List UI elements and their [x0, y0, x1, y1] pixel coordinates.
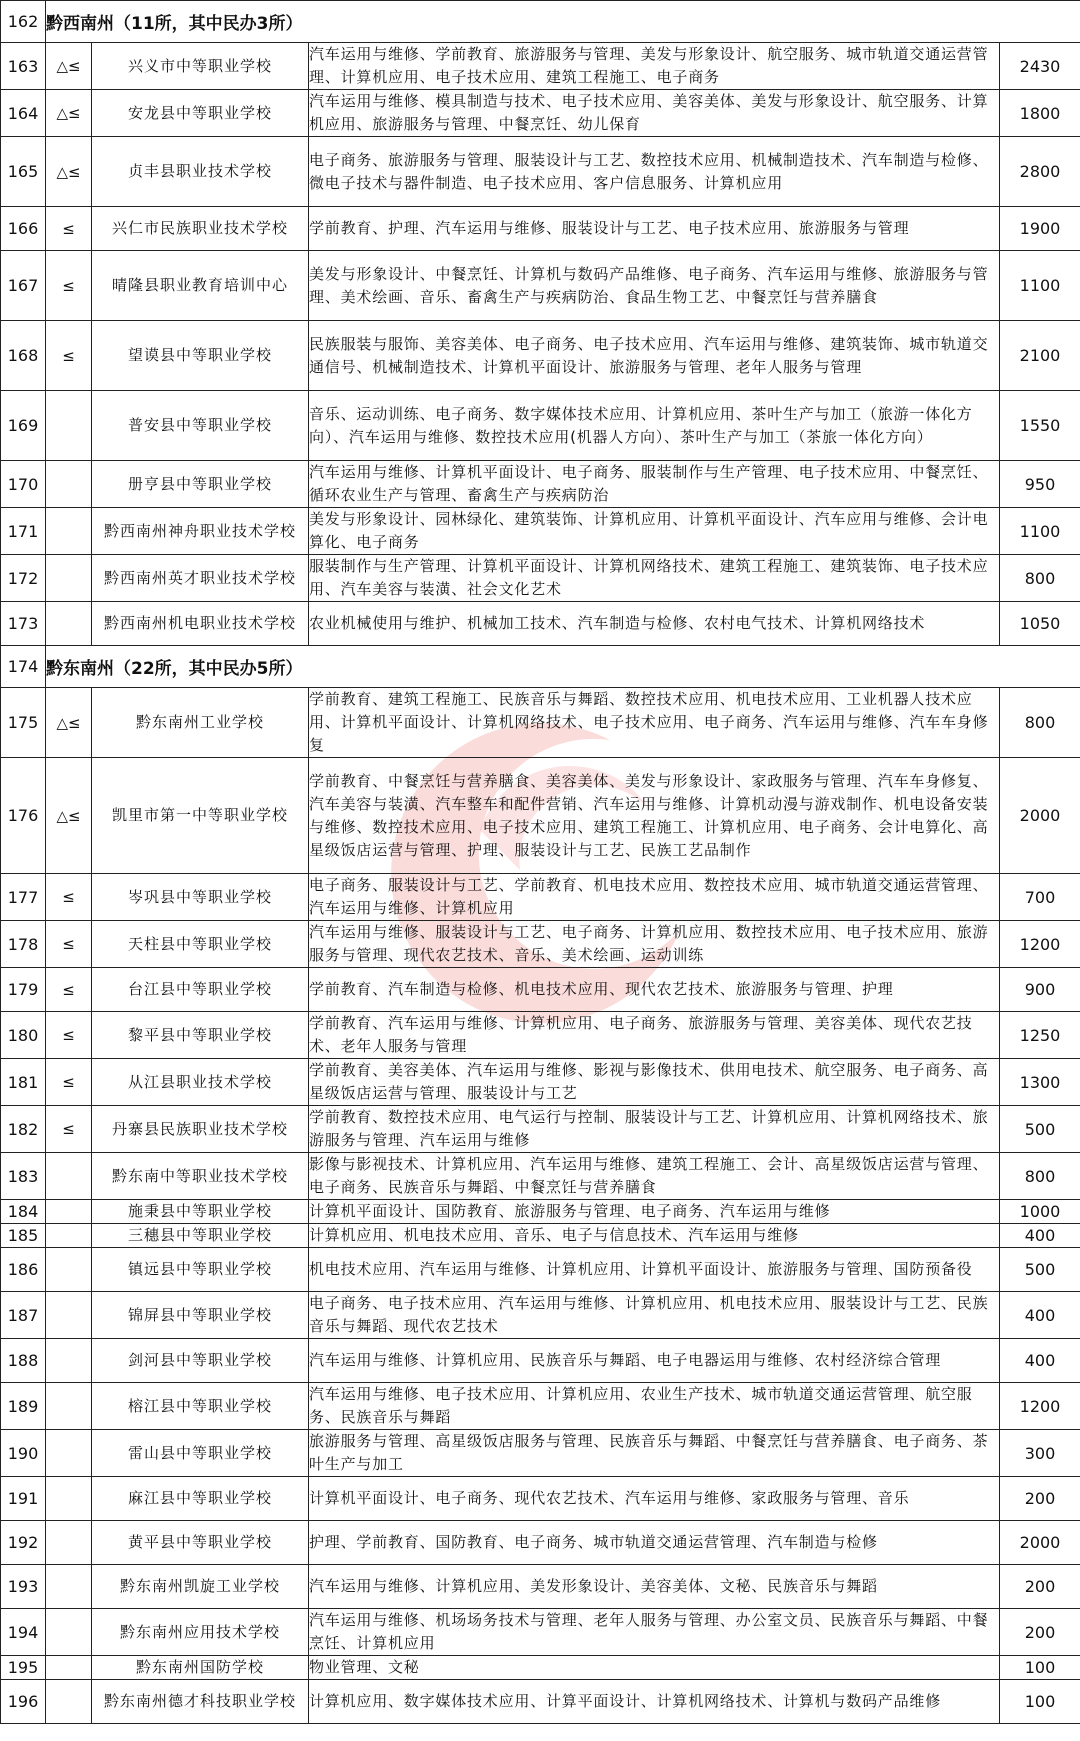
school-name: 黔西南州机电职业技术学校 [92, 602, 309, 646]
row-number: 172 [1, 555, 46, 602]
status-flag [46, 1680, 92, 1724]
school-name: 黔东南州国防学校 [92, 1656, 309, 1680]
row-number: 185 [1, 1224, 46, 1248]
status-flag [46, 508, 92, 555]
status-flag [46, 1292, 92, 1339]
row-number: 181 [1, 1059, 46, 1106]
enrollment-count: 800 [1000, 688, 1080, 758]
majors-list: 学前教育、护理、汽车运用与维修、服装设计与工艺、电子技术应用、旅游服务与管理 [309, 207, 1000, 251]
table-row [1, 874, 1080, 921]
majors-list: 学前教育、建筑工程施工、民族音乐与舞蹈、数控技术应用、机电技术应用、工业机器人技术应用、计算机平面设计、计算机网络技术、电子技术应用、电子商务、汽车运用与维修、汽车车身修复 [309, 688, 1000, 758]
section-title: 黔西南州（11所，其中民办3所） [46, 1, 1080, 43]
enrollment-count: 1800 [1000, 90, 1080, 137]
table-row [1, 1656, 1080, 1680]
status-flag: ≤ [46, 874, 92, 921]
table-row [1, 1059, 1080, 1106]
majors-list: 汽车运用与维修、计算机应用、民族音乐与舞蹈、电子电器运用与维修、农村经济综合管理 [309, 1339, 1000, 1383]
enrollment-count: 400 [1000, 1224, 1080, 1248]
table-row [1, 207, 1080, 251]
row-number: 170 [1, 461, 46, 508]
table-row [1, 688, 1080, 758]
table-row [1, 508, 1080, 555]
school-name: 晴隆县职业教育培训中心 [92, 251, 309, 321]
status-flag: ≤ [46, 1059, 92, 1106]
school-name: 凯里市第一中等职业学校 [92, 758, 309, 874]
school-name: 麻江县中等职业学校 [92, 1477, 309, 1521]
table-row [1, 1153, 1080, 1200]
table-row [1, 1224, 1080, 1248]
status-flag: ≤ [46, 921, 92, 968]
table-row [1, 43, 1080, 90]
school-name: 雷山县中等职业学校 [92, 1430, 309, 1477]
row-number: 196 [1, 1680, 46, 1724]
table-row [1, 758, 1080, 874]
enrollment-count: 500 [1000, 1106, 1080, 1153]
status-flag [46, 1248, 92, 1292]
status-flag [46, 1200, 92, 1224]
majors-list: 护理、学前教育、国防教育、电子商务、城市轨道交通运营管理、汽车制造与检修 [309, 1521, 1000, 1565]
majors-list: 美发与形象设计、园林绿化、建筑装饰、计算机应用、计算机平面设计、汽车应用与维修、会计电算化、电子商务 [309, 508, 1000, 555]
table-row [1, 1565, 1080, 1609]
row-number: 182 [1, 1106, 46, 1153]
table-row [1, 137, 1080, 207]
enrollment-count: 1100 [1000, 251, 1080, 321]
majors-list: 旅游服务与管理、高星级饭店服务与管理、民族音乐与舞蹈、中餐烹饪与营养膳食、电子商务、茶叶生产与加工 [309, 1430, 1000, 1477]
status-flag [46, 1521, 92, 1565]
majors-list: 服装制作与生产管理、计算机平面设计、计算机网络技术、建筑工程施工、建筑装饰、电子技术应用、汽车美容与装潢、社会文化艺术 [309, 555, 1000, 602]
majors-list: 学前教育、美容美体、汽车运用与维修、影视与影像技术、供用电技术、航空服务、电子商务、高星级饭店运营与管理、服装设计与工艺 [309, 1059, 1000, 1106]
row-number: 191 [1, 1477, 46, 1521]
status-flag [46, 1565, 92, 1609]
table-row [1, 1292, 1080, 1339]
majors-list: 汽车运用与维修、服装设计与工艺、电子商务、计算机应用、数控技术应用、电子技术应用、旅游服务与管理、现代农艺技术、音乐、美术绘画、运动训练 [309, 921, 1000, 968]
school-name: 兴义市中等职业学校 [92, 43, 309, 90]
enrollment-count: 1200 [1000, 1383, 1080, 1430]
enrollment-count: 1000 [1000, 1200, 1080, 1224]
enrollment-count: 1300 [1000, 1059, 1080, 1106]
row-number: 188 [1, 1339, 46, 1383]
status-flag: ≤ [46, 251, 92, 321]
row-number: 178 [1, 921, 46, 968]
enrollment-count: 800 [1000, 1153, 1080, 1200]
majors-list: 音乐、运动训练、电子商务、数字媒体技术应用、计算机应用、茶叶生产与加工（旅游一体化方向）、汽车运用与维修、数控技术应用(机器人方向）、茶叶生产与加工（茶旅一体化方向） [309, 391, 1000, 461]
table-row [1, 921, 1080, 968]
enrollment-count: 2000 [1000, 758, 1080, 874]
status-flag [46, 1224, 92, 1248]
status-flag: ≤ [46, 207, 92, 251]
row-number: 187 [1, 1292, 46, 1339]
row-number: 162 [1, 1, 46, 43]
school-name: 台江县中等职业学校 [92, 968, 309, 1012]
enrollment-count: 1900 [1000, 207, 1080, 251]
school-name: 丹寨县民族职业技术学校 [92, 1106, 309, 1153]
status-flag [46, 1430, 92, 1477]
majors-list: 物业管理、文秘 [309, 1656, 1000, 1680]
enrollment-count: 100 [1000, 1656, 1080, 1680]
enrollment-count: 2000 [1000, 1521, 1080, 1565]
status-flag: △≤ [46, 137, 92, 207]
majors-list: 计算机平面设计、国防教育、旅游服务与管理、电子商务、汽车运用与维修 [309, 1200, 1000, 1224]
table-row [1, 1339, 1080, 1383]
status-flag: ≤ [46, 1106, 92, 1153]
table-row [1, 1609, 1080, 1656]
status-flag [46, 391, 92, 461]
enrollment-count: 900 [1000, 968, 1080, 1012]
section-title: 黔东南州（22所，其中民办5所） [46, 646, 1080, 688]
row-number: 180 [1, 1012, 46, 1059]
school-name: 黔东南中等职业技术学校 [92, 1153, 309, 1200]
table-row [1, 1383, 1080, 1430]
enrollment-count: 200 [1000, 1609, 1080, 1656]
school-name: 从江县职业技术学校 [92, 1059, 309, 1106]
row-number: 179 [1, 968, 46, 1012]
school-name: 黔东南州工业学校 [92, 688, 309, 758]
status-flag [46, 1339, 92, 1383]
table-row [1, 321, 1080, 391]
row-number: 184 [1, 1200, 46, 1224]
row-number: 177 [1, 874, 46, 921]
school-name: 黔东南州应用技术学校 [92, 1609, 309, 1656]
table-row [1, 1012, 1080, 1059]
enrollment-count: 100 [1000, 1680, 1080, 1724]
enrollment-count: 1250 [1000, 1012, 1080, 1059]
section-row [1, 1, 1080, 43]
row-number: 165 [1, 137, 46, 207]
table-row [1, 1521, 1080, 1565]
table-row [1, 968, 1080, 1012]
school-name: 安龙县中等职业学校 [92, 90, 309, 137]
majors-list: 汽车运用与维修、电子技术应用、计算机应用、农业生产技术、城市轨道交通运营管理、航空服务、民族音乐与舞蹈 [309, 1383, 1000, 1430]
school-name: 黔西南州神舟职业技术学校 [92, 508, 309, 555]
row-number: 195 [1, 1656, 46, 1680]
majors-list: 影像与影视技术、计算机应用、汽车运用与维修、建筑工程施工、会计、高星级饭店运营与管理、电子商务、民族音乐与舞蹈、中餐烹饪与营养膳食 [309, 1153, 1000, 1200]
status-flag [46, 555, 92, 602]
majors-list: 学前教育、数控技术应用、电气运行与控制、服装设计与工艺、计算机应用、计算机网络技术、旅游服务与管理、汽车运用与维修 [309, 1106, 1000, 1153]
table-row [1, 461, 1080, 508]
enrollment-count: 1550 [1000, 391, 1080, 461]
table-row [1, 1200, 1080, 1224]
enrollment-count: 400 [1000, 1292, 1080, 1339]
school-name: 黔西南州英才职业技术学校 [92, 555, 309, 602]
enrollment-count: 300 [1000, 1430, 1080, 1477]
table-row [1, 602, 1080, 646]
enrollment-count: 950 [1000, 461, 1080, 508]
row-number: 168 [1, 321, 46, 391]
table-row [1, 555, 1080, 602]
majors-list: 民族服装与服饰、美容美体、电子商务、电子技术应用、汽车运用与维修、建筑装饰、城市轨道交通信号、机械制造技术、计算机平面设计、旅游服务与管理、老年人服务与管理 [309, 321, 1000, 391]
majors-list: 汽车运用与维修、模具制造与技术、电子技术应用、美容美体、美发与形象设计、航空服务、计算机应用、旅游服务与管理、中餐烹饪、幼儿保育 [309, 90, 1000, 137]
status-flag: △≤ [46, 43, 92, 90]
row-number: 175 [1, 688, 46, 758]
school-name: 黔东南州凯旋工业学校 [92, 1565, 309, 1609]
school-name: 剑河县中等职业学校 [92, 1339, 309, 1383]
school-name: 施秉县中等职业学校 [92, 1200, 309, 1224]
status-flag [46, 1383, 92, 1430]
table-row [1, 1477, 1080, 1521]
status-flag [46, 1153, 92, 1200]
row-number: 190 [1, 1430, 46, 1477]
school-name: 兴仁市民族职业技术学校 [92, 207, 309, 251]
school-name: 锦屏县中等职业学校 [92, 1292, 309, 1339]
status-flag: ≤ [46, 968, 92, 1012]
school-name: 天柱县中等职业学校 [92, 921, 309, 968]
row-number: 167 [1, 251, 46, 321]
majors-list: 计算机应用、机电技术应用、音乐、电子与信息技术、汽车运用与维修 [309, 1224, 1000, 1248]
majors-list: 汽车运用与维修、学前教育、旅游服务与管理、美发与形象设计、航空服务、城市轨道交通运营管理、计算机应用、电子技术应用、建筑工程施工、电子商务 [309, 43, 1000, 90]
table-row [1, 1248, 1080, 1292]
majors-list: 计算机应用、数字媒体技术应用、计算平面设计、计算机网络技术、计算机与数码产品维修 [309, 1680, 1000, 1724]
majors-list: 电子商务、电子技术应用、汽车运用与维修、计算机应用、机电技术应用、服装设计与工艺、民族音乐与舞蹈、现代农艺技术 [309, 1292, 1000, 1339]
school-name: 镇远县中等职业学校 [92, 1248, 309, 1292]
row-number: 169 [1, 391, 46, 461]
majors-list: 学前教育、汽车制造与检修、机电技术应用、现代农艺技术、旅游服务与管理、护理 [309, 968, 1000, 1012]
table-row [1, 251, 1080, 321]
row-number: 164 [1, 90, 46, 137]
school-name: 普安县中等职业学校 [92, 391, 309, 461]
status-flag: △≤ [46, 90, 92, 137]
row-number: 173 [1, 602, 46, 646]
school-name: 三穗县中等职业学校 [92, 1224, 309, 1248]
enrollment-count: 1200 [1000, 921, 1080, 968]
majors-list: 学前教育、中餐烹饪与营养膳食、美容美体、美发与形象设计、家政服务与管理、汽车车身修复、汽车美容与装潢、汽车整车和配件营销、汽车运用与维修、计算机动漫与游戏制作、机电设备安装与维修、数控技术应用、电子技术应用、建筑工程施工、计算机应用、电子商务、会计电算化、高星级饭店运营与管理、护理、服装设计与工艺、民族工艺品制作 [309, 758, 1000, 874]
enrollment-count: 2100 [1000, 321, 1080, 391]
school-name: 贞丰县职业技术学校 [92, 137, 309, 207]
majors-list: 计算机平面设计、电子商务、现代农艺技术、汽车运用与维修、家政服务与管理、音乐 [309, 1477, 1000, 1521]
school-name: 岑巩县中等职业学校 [92, 874, 309, 921]
school-name: 望谟县中等职业学校 [92, 321, 309, 391]
row-number: 171 [1, 508, 46, 555]
majors-list: 汽车运用与维修、计算机应用、美发形象设计、美容美体、文秘、民族音乐与舞蹈 [309, 1565, 1000, 1609]
status-flag: △≤ [46, 758, 92, 874]
enrollment-count: 2800 [1000, 137, 1080, 207]
table-row [1, 1680, 1080, 1724]
school-name: 黎平县中等职业学校 [92, 1012, 309, 1059]
status-flag [46, 1609, 92, 1656]
enrollment-count: 200 [1000, 1477, 1080, 1521]
status-flag [46, 1477, 92, 1521]
school-name: 黔东南州德才科技职业学校 [92, 1680, 309, 1724]
status-flag [46, 602, 92, 646]
row-number: 186 [1, 1248, 46, 1292]
row-number: 194 [1, 1609, 46, 1656]
row-number: 189 [1, 1383, 46, 1430]
majors-list: 汽车运用与维修、机场场务技术与管理、老年人服务与管理、办公室文员、民族音乐与舞蹈、中餐烹饪、计算机应用 [309, 1609, 1000, 1656]
school-name: 黄平县中等职业学校 [92, 1521, 309, 1565]
enrollment-count: 200 [1000, 1565, 1080, 1609]
school-name: 榕江县中等职业学校 [92, 1383, 309, 1430]
enrollment-count: 500 [1000, 1248, 1080, 1292]
enrollment-count: 1050 [1000, 602, 1080, 646]
majors-list: 电子商务、服装设计与工艺、学前教育、机电技术应用、数控技术应用、城市轨道交通运营管理、汽车运用与维修、计算机应用 [309, 874, 1000, 921]
table-row [1, 391, 1080, 461]
enrollment-count: 700 [1000, 874, 1080, 921]
enrollment-count: 400 [1000, 1339, 1080, 1383]
enrollment-count: 1100 [1000, 508, 1080, 555]
majors-list: 机电技术应用、汽车运用与维修、计算机应用、计算机平面设计、旅游服务与管理、国防预备役 [309, 1248, 1000, 1292]
row-number: 174 [1, 646, 46, 688]
status-flag: △≤ [46, 688, 92, 758]
status-flag: ≤ [46, 1012, 92, 1059]
row-number: 166 [1, 207, 46, 251]
row-number: 192 [1, 1521, 46, 1565]
row-number: 163 [1, 43, 46, 90]
table-row [1, 1430, 1080, 1477]
school-name: 册亨县中等职业学校 [92, 461, 309, 508]
table-row [1, 1106, 1080, 1153]
majors-list: 学前教育、汽车运用与维修、计算机应用、电子商务、旅游服务与管理、美容美体、现代农艺技术、老年人服务与管理 [309, 1012, 1000, 1059]
majors-list: 美发与形象设计、中餐烹饪、计算机与数码产品维修、电子商务、汽车运用与维修、旅游服务与管理、美术绘画、音乐、畜禽生产与疾病防治、食品生物工艺、中餐烹饪与营养膳食 [309, 251, 1000, 321]
table-row [1, 90, 1080, 137]
status-flag [46, 461, 92, 508]
majors-list: 汽车运用与维修、计算机平面设计、电子商务、服装制作与生产管理、电子技术应用、中餐烹饪、循环农业生产与管理、畜禽生产与疾病防治 [309, 461, 1000, 508]
enrollment-count: 2430 [1000, 43, 1080, 90]
row-number: 176 [1, 758, 46, 874]
enrollment-count: 800 [1000, 555, 1080, 602]
status-flag [46, 1656, 92, 1680]
row-number: 183 [1, 1153, 46, 1200]
row-number: 193 [1, 1565, 46, 1609]
status-flag: ≤ [46, 321, 92, 391]
majors-list: 农业机械使用与维护、机械加工技术、汽车制造与检修、农村电气技术、计算机网络技术 [309, 602, 1000, 646]
majors-list: 电子商务、旅游服务与管理、服装设计与工艺、数控技术应用、机械制造技术、汽车制造与检修、微电子技术与器件制造、电子技术应用、客户信息服务、计算机应用 [309, 137, 1000, 207]
section-row [1, 646, 1080, 688]
